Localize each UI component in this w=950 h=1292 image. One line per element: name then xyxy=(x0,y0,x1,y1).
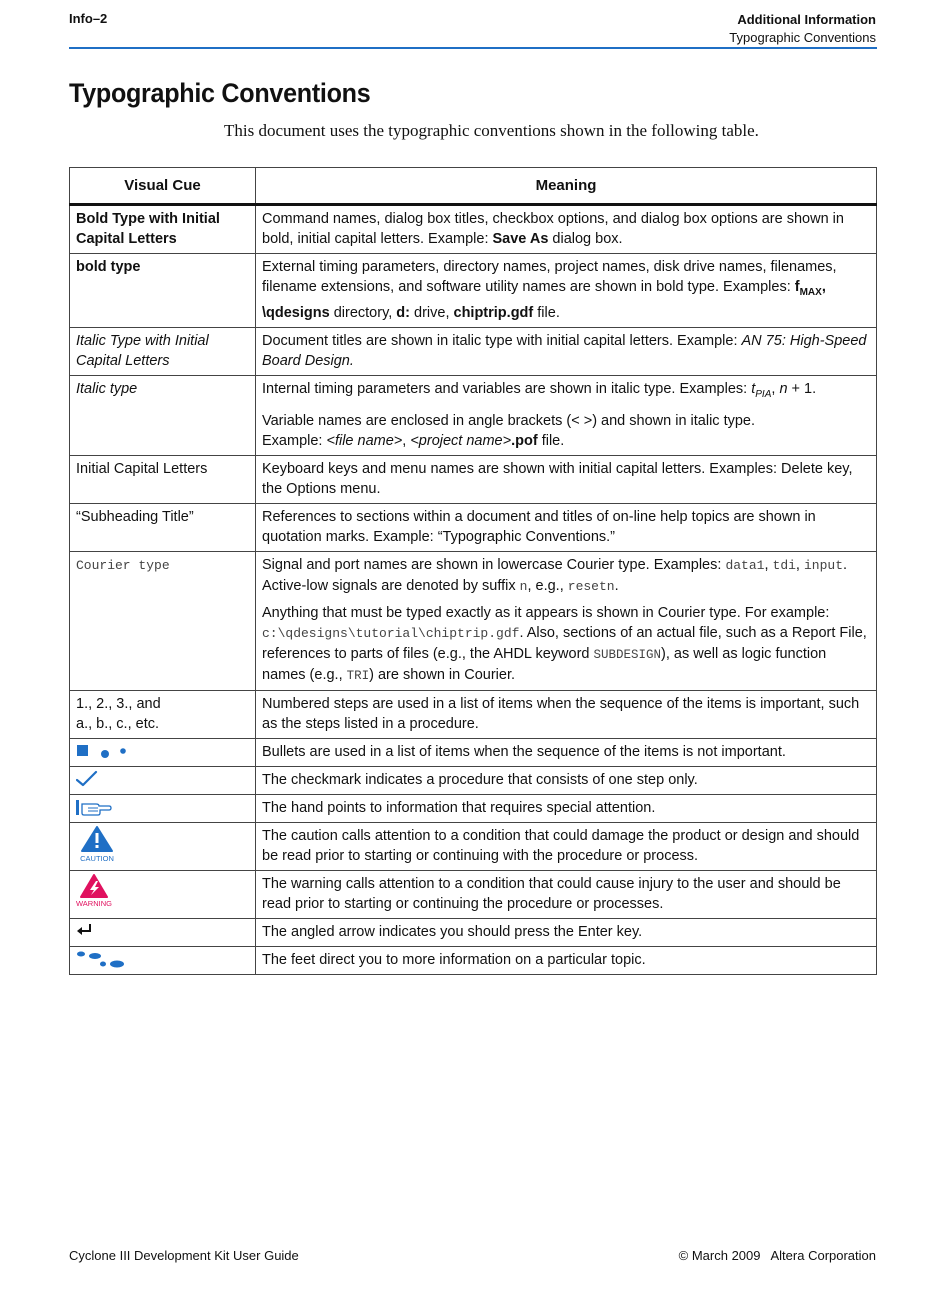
header-rule xyxy=(69,47,877,49)
footer-doc-title: Cyclone III Development Kit User Guide xyxy=(69,1248,299,1263)
meaning-checkmark: The checkmark indicates a procedure that consists of one step only. xyxy=(256,766,877,794)
meaning-bold-caps: Command names, dialog box titles, checkbox options, and dialog box options are shown in bold, initial capital letters. Example: Save As dialog box. xyxy=(256,205,877,254)
warning-icon-label: WARNING xyxy=(76,898,112,908)
meaning-bold: External timing parameters, directory names, project names, disk drive names, filenames, filename extensions, and software utility names are shown in bold type. Examples: $f_{MAX}$, \qdesigns directory, d: drive, chiptrip.gdf file. xyxy=(256,254,877,328)
intro-paragraph: This document uses the typographic conventions shown in the following table. xyxy=(224,121,759,140)
meaning-subheading: References to sections within a document and titles of on-line help topics are shown in quotation marks. Example: “Typographic Conventions.” xyxy=(256,503,877,551)
conventions-table xyxy=(69,167,877,975)
table-row xyxy=(70,870,877,918)
warning-icon xyxy=(76,873,126,913)
checkmark-icon xyxy=(76,769,100,789)
footer-date: © March 2009 xyxy=(678,1248,761,1263)
cue-bold: bold type xyxy=(70,254,256,328)
cue-bold-caps: Bold Type with Initial Capital Letters xyxy=(70,205,256,254)
running-header xyxy=(729,11,876,47)
column-header-meaning: Meaning xyxy=(256,168,877,205)
header-subsection: Typographic Conventions xyxy=(729,30,876,45)
meaning-initial-caps: Keyboard keys and menu names are shown with initial capital letters. Examples: Delete key, the Options menu. xyxy=(256,455,877,503)
meaning-italic-caps: Document titles are shown in italic type with initial capital letters. Example: AN 75: High-Speed Board Design. xyxy=(256,327,877,375)
cue-arrow xyxy=(70,918,256,946)
page-title: Typographic Conventions xyxy=(69,78,371,108)
table-row xyxy=(70,455,877,503)
caution-icon xyxy=(76,825,126,865)
cue-feet xyxy=(70,946,256,974)
cue-caution xyxy=(70,822,256,870)
meaning-caution: The caution calls attention to a condition that could damage the product or design and should be read prior to starting or continuing with the procedure or process. xyxy=(256,822,877,870)
cue-italic: Italic type xyxy=(70,375,256,455)
pointing-hand-icon xyxy=(76,797,112,817)
cue-numbered: 1., 2., 3., and a., b., c., etc. xyxy=(70,690,256,738)
bullets-icon xyxy=(76,741,136,761)
meaning-courier: Signal and port names are shown in lowercase Courier type. Examples: data1, tdi, input. Active-low signals are denoted by suffix n, e.g., resetn. Anything that must be typed exactly as it appears is shown in Courier type. For example: c:\qdesigns\tutorial\chiptrip.gdf. Also, sections of an actual file, such as a Report File, references to parts of files (e.g., the AHDL keyword SUBDESIGN), as well as logic function names (e.g., TRI) are shown in Courier. xyxy=(256,551,877,690)
meaning-warning: The warning calls attention to a condition that could cause injury to the user and should be read prior to starting or continuing the procedure or processes. xyxy=(256,870,877,918)
page-number-label: Info–2 xyxy=(69,11,108,26)
table-row xyxy=(70,822,877,870)
cue-italic-caps: Italic Type with Initial Capital Letters xyxy=(70,327,256,375)
cue-courier: Courier type xyxy=(70,551,256,690)
cue-checkmark xyxy=(70,766,256,794)
cue-subheading: “Subheading Title” xyxy=(70,503,256,551)
footer-right xyxy=(679,1248,876,1263)
cue-bullets xyxy=(70,738,256,766)
table-row xyxy=(70,503,877,551)
table-row xyxy=(70,918,877,946)
meaning-bullets: Bullets are used in a list of items when the sequence of the items is not important. xyxy=(256,738,877,766)
footprints-icon xyxy=(76,949,132,969)
table-row xyxy=(70,254,877,328)
header-section: Additional Information xyxy=(737,12,876,27)
footer-company: Altera Corporation xyxy=(770,1248,876,1263)
table-row xyxy=(70,205,877,254)
table-row xyxy=(70,690,877,738)
enter-arrow-icon xyxy=(76,921,96,939)
cue-hand xyxy=(70,794,256,822)
meaning-numbered: Numbered steps are used in a list of items when the sequence of the items is important, such as the steps listed in a procedure. xyxy=(256,690,877,738)
meaning-hand: The hand points to information that requires special attention. xyxy=(256,794,877,822)
table-row xyxy=(70,327,877,375)
table-row xyxy=(70,766,877,794)
table-row xyxy=(70,946,877,974)
cue-warning xyxy=(70,870,256,918)
meaning-feet: The feet direct you to more information on a particular topic. xyxy=(256,946,877,974)
meaning-italic: Internal timing parameters and variables are shown in italic type. Examples: $t_{PIA}$, n + 1. Variable names are enclosed in angle brackets (< >) and shown in italic type. Example: <file name>, <project name>.pof file. xyxy=(256,375,877,455)
table-row xyxy=(70,738,877,766)
table-row xyxy=(70,794,877,822)
table-row xyxy=(70,551,877,690)
meaning-arrow: The angled arrow indicates you should press the Enter key. xyxy=(256,918,877,946)
caution-icon-label: CAUTION xyxy=(80,853,114,863)
cue-initial-caps: Initial Capital Letters xyxy=(70,455,256,503)
table-row xyxy=(70,375,877,455)
column-header-visual-cue: Visual Cue xyxy=(70,168,256,205)
table-header-row xyxy=(70,168,877,205)
